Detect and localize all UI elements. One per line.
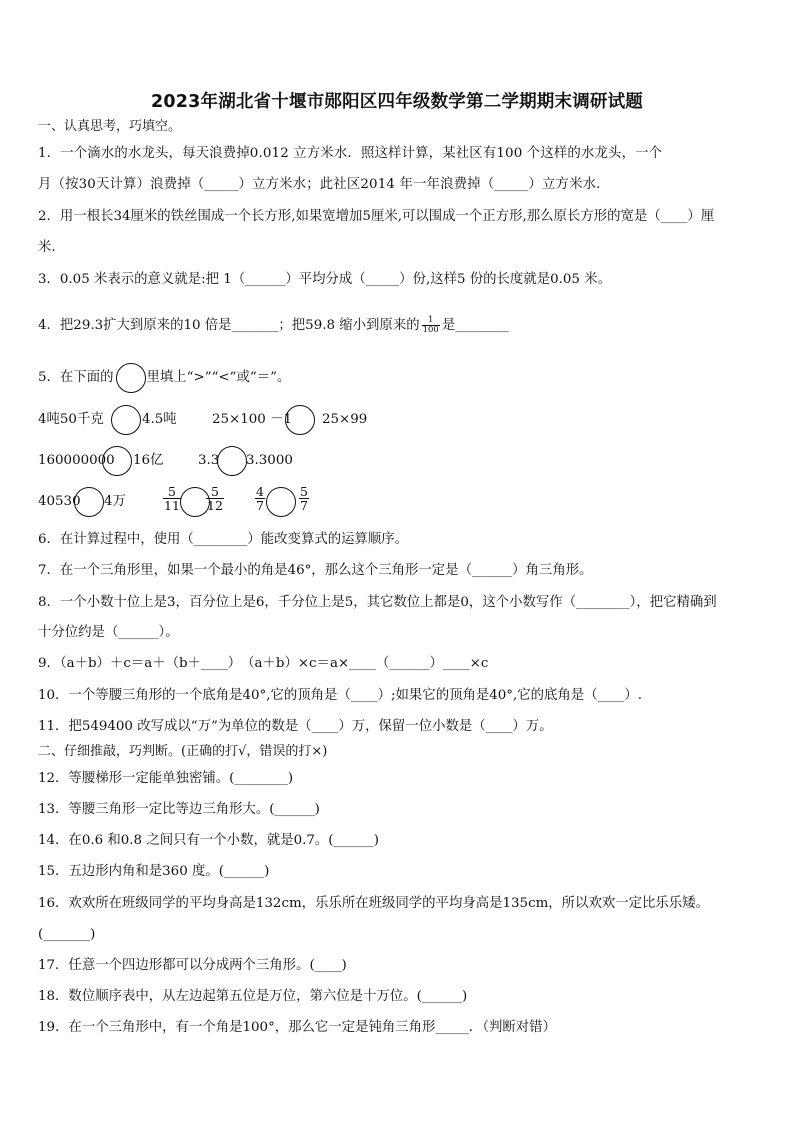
fraction-numerator: 4 xyxy=(256,484,264,499)
compare-4-answer-circle[interactable] xyxy=(217,446,247,476)
question-4-text-before: 4．把29.3扩大到原来的10 倍是_______；把59.8 缩小到原来的 xyxy=(38,318,420,333)
question-18: 18．数位顺序表中，从左边起第五位是万位，第六位是十万位。(______) xyxy=(38,989,468,1004)
question-12: 12．等腰梯形一定能单独密铺。(________) xyxy=(38,771,294,786)
question-2-line-2: 米. xyxy=(38,240,56,255)
compare-2-left: 25×100 －1 xyxy=(212,412,292,427)
compare-7-left xyxy=(253,485,267,512)
compare-2-answer-circle[interactable] xyxy=(285,405,315,435)
question-16-line-1: 16．欢欢所在班级同学的平均身高是132cm，乐乐所在班级同学的平均身高是135cm，所以欢欢一定比乐乐矮。 xyxy=(38,896,709,911)
compare-7-right xyxy=(297,485,311,512)
compare-5-answer-circle[interactable] xyxy=(74,487,104,517)
fraction-numerator: 5 xyxy=(210,484,219,499)
question-5-text-before: 5．在下面的 xyxy=(38,370,114,385)
section-2-heading: 二、仔细推敲，巧判断。(正确的打√，错误的打×) xyxy=(38,744,328,759)
fraction-denominator: 11 xyxy=(164,498,180,513)
fraction-4-7 xyxy=(255,485,265,512)
question-11: 11．把549400 改写成以“万”为单位的数是（____）万，保留一位小数是（____）万。 xyxy=(38,719,553,734)
compare-4-right: 3.3000 xyxy=(246,453,293,468)
question-17: 17．任意一个四边形都可以分成两个三角形。(____) xyxy=(38,958,347,973)
question-1-line-2: 月（按30天计算）浪费掉（_____）立方米水；此社区2014 年一年浪费掉（_____）立方米水． xyxy=(38,177,610,192)
compare-1-right: 4.5吨 xyxy=(142,412,177,427)
compare-7-answer-circle[interactable] xyxy=(266,487,296,517)
section-1-heading: 一、认真思考，巧填空。 xyxy=(38,119,182,134)
exam-title: 2023年湖北省十堰市郧阳区四年级数学第二学期期末调研试题 xyxy=(150,92,643,112)
question-13: 13．等腰三角形一定比等边三角形大。(______) xyxy=(38,802,320,817)
question-5-text-after: 里填上“>”“<”或“＝”。 xyxy=(146,370,291,385)
fraction-denominator: 100 xyxy=(422,325,439,335)
compare-5-left: 40530 xyxy=(38,494,81,509)
fraction-numerator: 1 xyxy=(428,315,434,325)
question-1-line-1: 1．一个滴水的水龙头，每天浪费掉0.012 立方米水．照这样计算，某社区有100 个这样的水龙头，一个 xyxy=(38,146,663,161)
compare-2-right: 25×99 xyxy=(322,412,368,427)
fraction-numerator: 5 xyxy=(167,484,176,499)
compare-4-left: 3.3 xyxy=(198,453,220,468)
question-6: 6．在计算过程中，使用（________）能改变算式的运算顺序。 xyxy=(38,532,409,547)
question-14: 14．在0.6 和0.8 之间只有一个小数，就是0.7。(______) xyxy=(38,833,379,848)
compare-3-right: 16亿 xyxy=(133,453,164,468)
question-19: 19．在一个三角形中，有一个角是100°，那么它一定是钝角三角形_____．（判断对错） xyxy=(38,1020,556,1035)
fraction-denominator: 7 xyxy=(300,498,308,513)
question-4-fraction xyxy=(422,316,440,335)
compare-1-left: 4吨50千克 xyxy=(38,412,104,427)
fraction-5-12 xyxy=(206,485,224,512)
fraction-numerator: 5 xyxy=(300,484,308,499)
question-16-line-2: (_______) xyxy=(38,927,96,942)
question-15: 15．五边形内角和是360 度。(______) xyxy=(38,864,270,879)
fraction-denominator: 7 xyxy=(256,498,264,513)
question-8-line-1: 8．一个小数十位上是3，百分位上是6，千分位上是5，其它数位上都是0，这个小数写作（________），把它精确到 xyxy=(38,595,717,610)
fraction-5-7 xyxy=(299,485,309,512)
question-3: 3．0.05 米表示的意义就是:把 1（______）平均分成（_____）份,这样5 份的长度就是0.05 米。 xyxy=(38,272,611,287)
question-10: 10．一个等腰三角形的一个底角是40°,它的顶角是（____）;如果它的顶角是40°,它的底角是（____）. xyxy=(38,688,643,703)
compare-5-right: 4万 xyxy=(104,494,126,509)
question-4 xyxy=(38,316,509,335)
fraction-5-11 xyxy=(163,485,181,512)
question-9: 9．（a＋b）＋c＝a＋（b＋____） （a＋b）×c＝a×____（______）____×c xyxy=(38,656,489,671)
answer-circle-example xyxy=(116,363,146,393)
compare-1-answer-circle[interactable] xyxy=(111,405,141,435)
fraction-denominator: 12 xyxy=(207,498,223,513)
question-2-line-1: 2．用一根长34厘米的铁丝围成一个长方形,如果宽增加5厘米,可以围成一个正方形,那么原长方形的宽是（____）厘 xyxy=(38,209,715,224)
question-4-text-after: 是________ xyxy=(441,318,509,333)
question-7: 7．在一个三角形里，如果一个最小的角是46°，那么这个三角形一定是（______）角三角形。 xyxy=(38,563,593,578)
question-8-line-2: 十分位约是（______）。 xyxy=(38,625,179,640)
question-5-prompt xyxy=(38,369,290,387)
compare-6-right xyxy=(204,485,226,512)
compare-3-answer-circle[interactable] xyxy=(102,446,132,476)
compare-3-left: 160000000 xyxy=(38,453,115,468)
